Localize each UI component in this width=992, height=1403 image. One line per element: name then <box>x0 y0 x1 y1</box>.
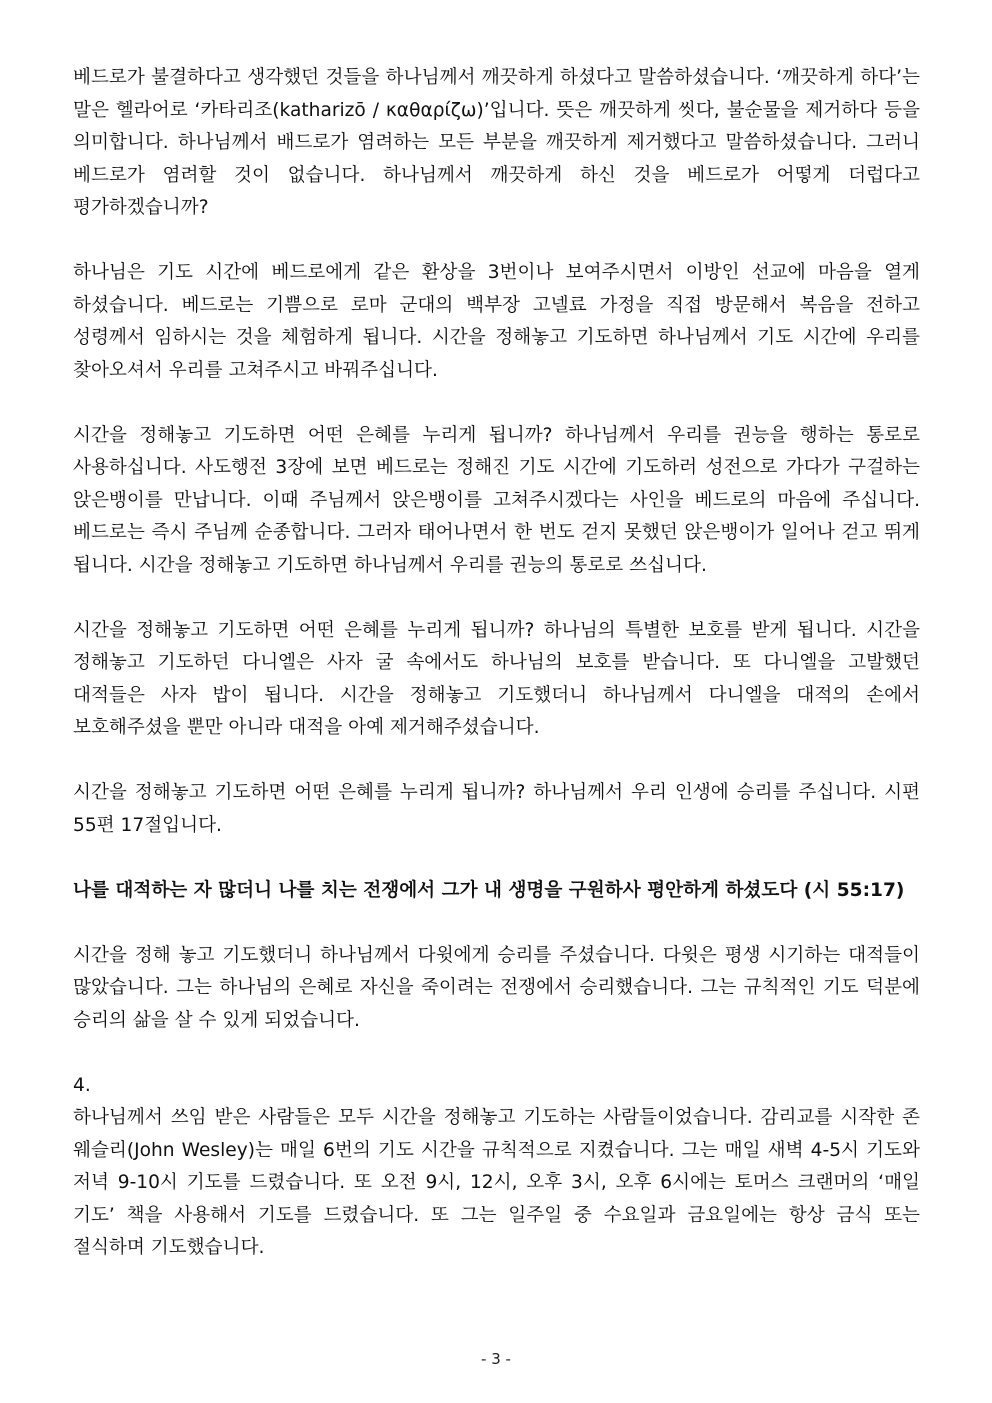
scripture-quote: 나를 대적하는 자 많더니 나를 치는 전쟁에서 그가 내 생명을 구원하사 평안하게 하셨도다 (시 55:17) <box>73 879 905 901</box>
paragraph-wesley: 하나님께서 쓰임 받은 사람들은 모두 시간을 정해놓고 기도하는 사람들이었습니다. 감리교를 시작한 존 웨슬리(John Wesley)는 매일 6번의 기도 시간을 규칙적으로 지켰습니다. 그는 매일 새벽 4-5시 기도와 저녁 9-10시 기도를 드렸습니다. 또 오전 9시, 12시, 오후 3시, 오후 6시에는 토머스 크랜머의 ‘매일 기도’ 책을 사용해서 기도를 드렸습니다. 또 그는 일주일 중 수요일과 금요일에는 항상 금식 또는 절식하며 기도했습니다. <box>73 1107 920 1258</box>
paragraph-protection: 시간을 정해놓고 기도하면 어떤 은혜를 누리게 됩니까? 하나님의 특별한 보호를 받게 됩니다. 시간을 정해놓고 기도하던 다니엘은 사자 굴 속에서도 하나님의 보호를 받습니다. 또 다니엘을 고발했던 대적들은 사자 밥이 됩니다. 시간을 정해놓고 기도했더니 하나님께서 다니엘을 대적의 손에서 보호해주셨을 뿐만 아니라 대적을 아예 제거해주셨습니다. <box>73 619 920 738</box>
paragraph-cleansing: 베드로가 불결하다고 생각했던 것들을 하나님께서 깨끗하게 하셨다고 말씀하셨습니다. ‘깨끗하게 하다’는 말은 헬라어로 ‘카타리조(katharizō / καθαρίζω)’입니다. 뜻은 깨끗하게 씻다, 불순물을 제거하다 등을 의미합니다. 하나님께서 배드로가 염려하는 모든 부분을 깨끗하게 제거했다고 말씀하셨습니다. 그러니 베드로가 염려할 것이 없습니다. 하나님께서 깨끗하게 하신 것을 베드로가 어떻게 더럽다고 평가하겠습니까? <box>73 67 920 218</box>
section-number: 4. <box>73 1074 91 1096</box>
paragraph-vision: 하나님은 기도 시간에 베드로에게 같은 환상을 3번이나 보여주시면서 이방인 선교에 마음을 열게 하셨습니다. 베드로는 기쁨으로 로마 군대의 백부장 고넬료 가정을 직접 방문해서 복음을 전하고 성령께서 임하시는 것을 체험하게 됩니다. 시간을 정해놓고 기도하면 하나님께서 기도 시간에 우리를 찾아오셔서 우리를 고쳐주시고 바꿔주십니다. <box>73 262 920 381</box>
paragraph-david: 시간을 정해 놓고 기도했더니 하나님께서 다윗에게 승리를 주셨습니다. 다윗은 평생 시기하는 대적들이 많았습니다. 그는 하나님의 은혜로 자신을 죽이려는 전쟁에서 승리했습니다. 그는 규칙적인 기도 덕분에 승리의 삶을 살 수 있게 되었습니다. <box>73 944 920 1031</box>
paragraph-victory: 시간을 정해놓고 기도하면 어떤 은혜를 누리게 됩니까? 하나님께서 우리 인생에 승리를 주십니다. 시편 55편 17절입니다. <box>73 782 920 836</box>
paragraph-power: 시간을 정해놓고 기도하면 어떤 은혜를 누리게 됩니까? 하나님께서 우리를 권능을 행하는 통로로 사용하십니다. 사도행전 3장에 보면 베드로는 정해진 기도 시간에 기도하러 성전으로 가다가 구걸하는 앉은뱅이를 만납니다. 이때 주님께서 앉은뱅이를 고쳐주시겠다는 사인을 베드로의 마음에 주십니다. 베드로는 즉시 주님께 순종합니다. 그러자 태어나면서 한 번도 걷지 못했던 앉은뱅이가 일어나 걷고 뛰게 됩니다. 시간을 정해놓고 기도하면 하나님께서 우리를 권능의 통로로 쓰십니다. <box>73 424 920 576</box>
page-number: - 3 - <box>481 1350 511 1368</box>
document-body <box>73 62 920 1297</box>
